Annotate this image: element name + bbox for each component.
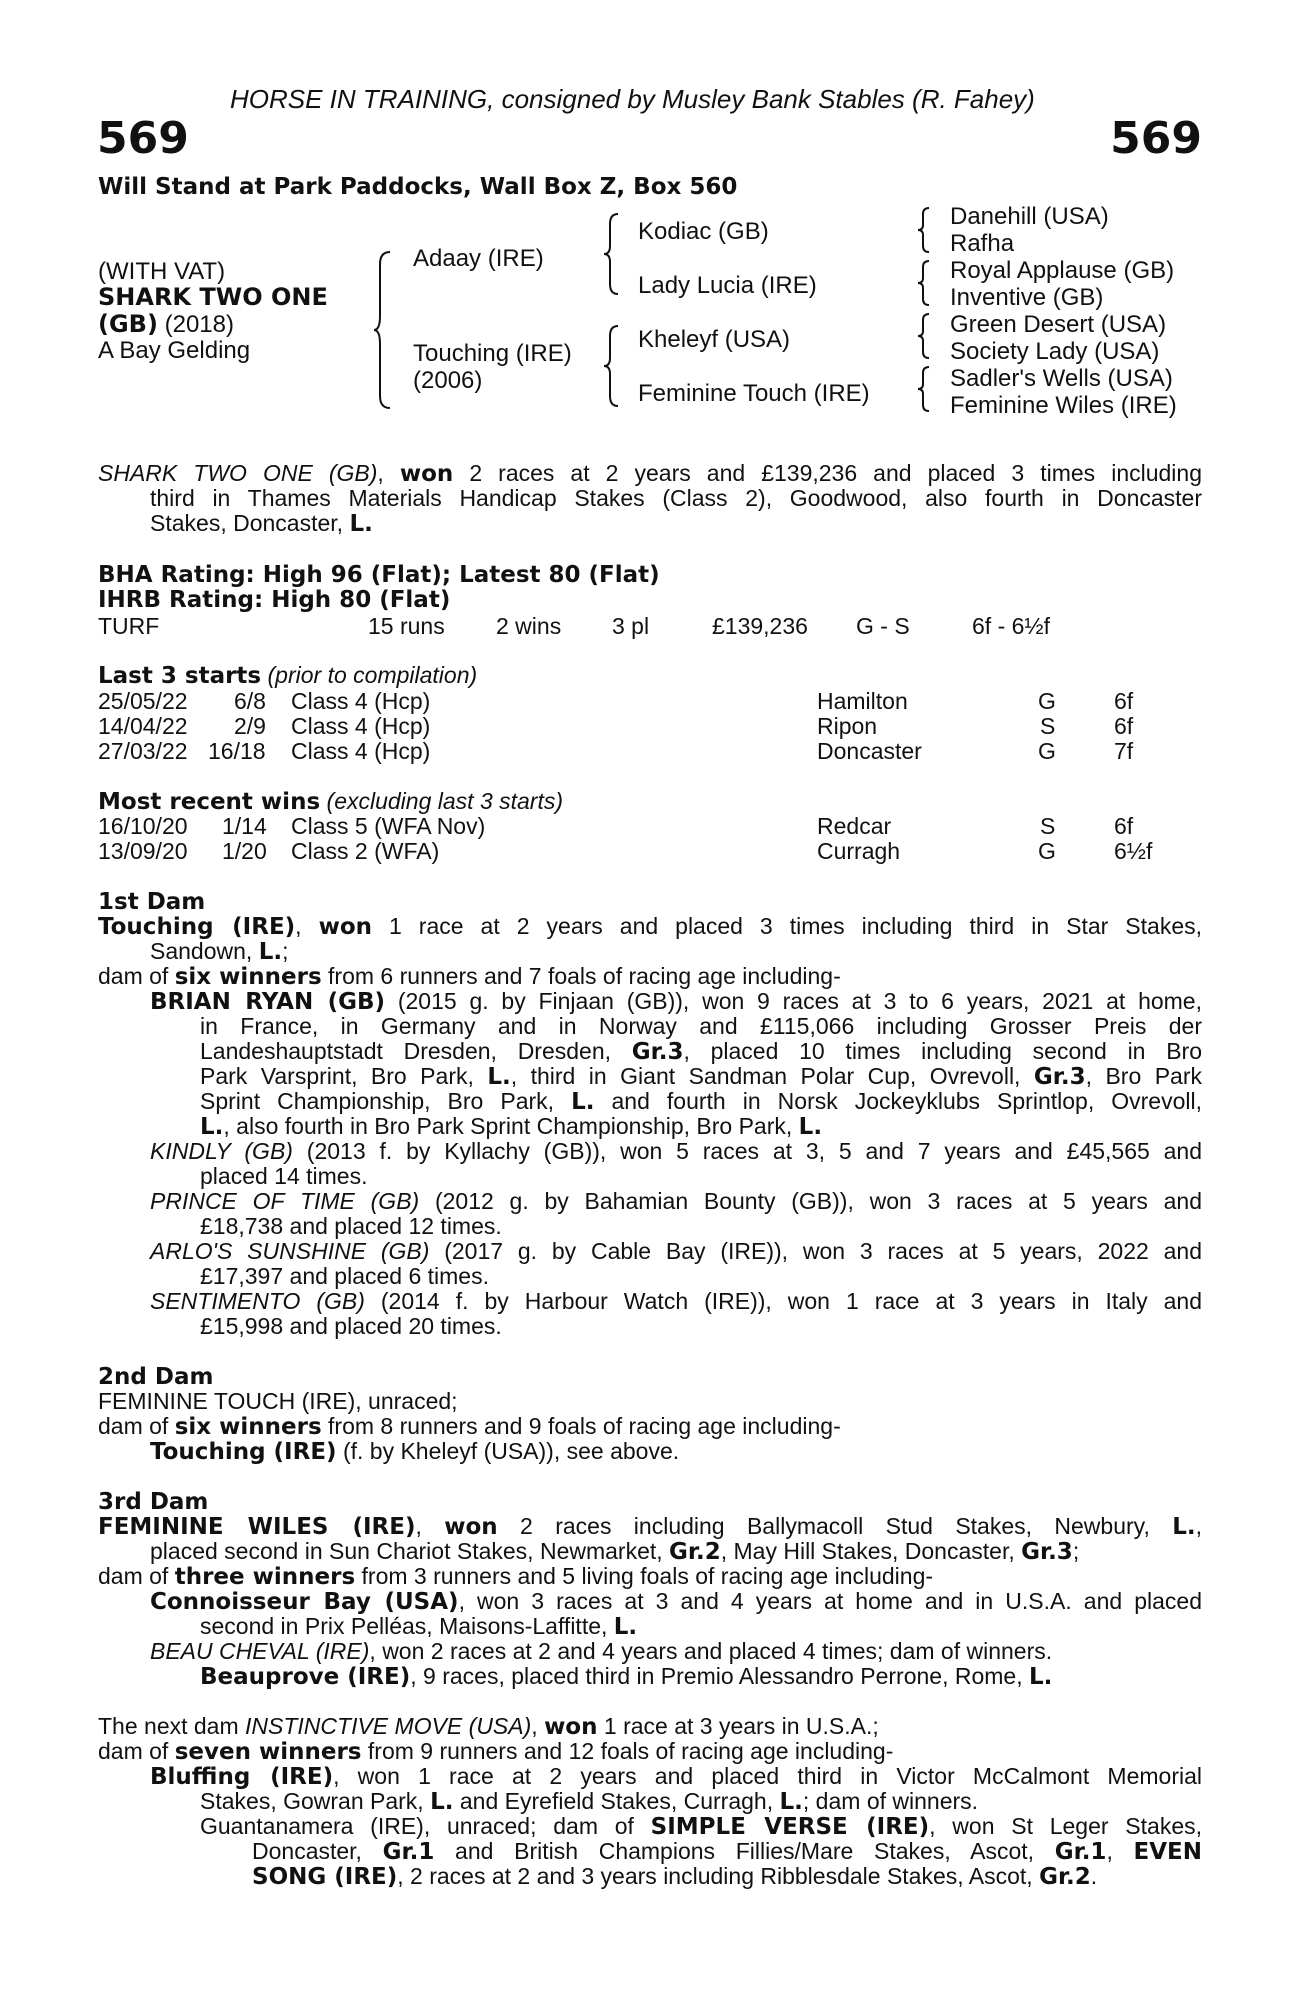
summary-line-2: third in Thames Materials Handicap Stakes (Class 2), Goodwood, also fourth in Doncaster: [150, 485, 1202, 511]
sentimento-line-2: £15,998 and placed 20 times.: [200, 1313, 502, 1339]
sentimento-line-1: SENTIMENTO (GB) (2014 f. by Harbour Watch (IRE)), won 1 race at 3 years in Italy and: [150, 1288, 1203, 1314]
vat-note: (WITH VAT): [98, 258, 226, 285]
last3-distance: 6f: [1114, 713, 1134, 739]
brian-ryan-line-6: L., also fourth in Bro Park Sprint Championship, Bro Park, L.: [200, 1113, 823, 1140]
summary-line-1: SHARK TWO ONE (GB), won 2 races at 2 years and £139,236 and placed 3 times including: [98, 460, 1203, 487]
last3-class: Class 4 (Hcp): [291, 688, 431, 714]
recent-distance: 6½f: [1114, 838, 1153, 864]
recent-date: 16/10/20: [98, 813, 188, 839]
last3-going: G: [1038, 738, 1056, 764]
brian-ryan-line-4: Park Varsprint, Bro Park, L., third in Giant Sandman Polar Cup, Ovrevoll, Gr.3, Bro Park: [200, 1063, 1202, 1090]
turf-runs: 15 runs: [368, 613, 445, 639]
dam3-heading: 3rd Dam: [98, 1489, 209, 1515]
turf-wins: 2 wins: [496, 613, 562, 639]
stand-location: Will Stand at Park Paddocks, Wall Box Z, Box 560: [98, 174, 738, 200]
next-dam-line-2: dam of seven winners from 9 runners and 12 foals of racing age including-: [98, 1738, 894, 1765]
dam3-line-2: placed second in Sun Chariot Stakes, Newmarket, Gr.2, May Hill Stakes, Doncaster, Gr.3;: [150, 1538, 1080, 1565]
pedigree-brace-ss: [916, 206, 932, 254]
dam2-line-1: FEMININE TOUCH (IRE), unraced;: [98, 1388, 458, 1414]
dam1-line-2: Sandown, L.;: [150, 938, 289, 965]
horse-name: SHARK TWO ONE: [98, 283, 328, 311]
last3-date: 27/03/22: [98, 738, 188, 764]
horse-year: (2018): [157, 311, 234, 338]
last3-going: G: [1038, 688, 1056, 714]
guantanamera-line-3: SONG (IRE), 2 races at 2 and 3 years including Ribblesdale Stakes, Ascot, Gr.2.: [252, 1863, 1098, 1890]
recent-course: Curragh: [817, 838, 901, 864]
last3-distance: 7f: [1114, 738, 1134, 764]
pedigree-dsd: Society Lady (USA): [950, 338, 1160, 365]
pedigree-sire-dam: Lady Lucia (IRE): [638, 272, 817, 299]
next-dam-line-1: The next dam INSTINCTIVE MOVE (USA), won 1 race at 3 years in U.S.A.;: [98, 1713, 879, 1740]
brian-ryan-line-3: Landeshauptstadt Dresden, Dresden, Gr.3, placed 10 times including second in Bro: [200, 1038, 1203, 1065]
last3-position: 16/18: [208, 738, 266, 764]
guantanamera-line-2: Doncaster, Gr.1 and British Champions Fillies/Mare Stakes, Ascot, Gr.1, EVEN: [252, 1838, 1203, 1865]
horse-description: A Bay Gelding: [98, 337, 251, 364]
pedigree-brace-main: [372, 250, 394, 410]
summary-line-3: Stakes, Doncaster, L.: [150, 510, 373, 537]
turf-distance: 6f - 6½f: [972, 613, 1050, 639]
brian-ryan-line-5: Sprint Championship, Bro Park, L. and fourth in Norsk Jockeyklubs Sprintlop, Ovrevoll,: [200, 1088, 1202, 1115]
dam2-line-3: Touching (IRE) (f. by Kheleyf (USA)), see above.: [150, 1438, 680, 1465]
pedigree-sdd: Inventive (GB): [950, 284, 1104, 311]
last3-date: 25/05/22: [98, 688, 188, 714]
last3-position: 6/8: [234, 688, 266, 714]
last3-distance: 6f: [1114, 688, 1134, 714]
last3-class: Class 4 (Hcp): [291, 738, 431, 764]
prince-of-time-line-2: £18,738 and placed 12 times.: [200, 1213, 502, 1239]
last3-position: 2/9: [234, 713, 266, 739]
bluffing-line-2: Stakes, Gowran Park, L. and Eyrefield Stakes, Curragh, L.; dam of winners.: [200, 1788, 979, 1815]
last3-course: Doncaster: [817, 738, 922, 764]
dam3-line-1: FEMININE WILES (IRE), won 2 races including Ballymacoll Stud Stakes, Newbury, L.,: [98, 1513, 1202, 1540]
guantanamera-line-1: Guantanamera (IRE), unraced; dam of SIMPLE VERSE (IRE), won St Leger Stakes,: [200, 1813, 1202, 1840]
arlos-sunshine-line-2: £17,397 and placed 6 times.: [200, 1263, 489, 1289]
dam1-line-1: Touching (IRE), won 1 race at 2 years and placed 3 times including third in Star Stakes,: [98, 913, 1203, 940]
dam2-heading: 2nd Dam: [98, 1364, 214, 1390]
arlos-sunshine-line-1: ARLO'S SUNSHINE (GB) (2017 g. by Cable Bay (IRE)), won 3 races at 5 years, 2022 and: [150, 1238, 1202, 1264]
dam1-heading: 1st Dam: [98, 889, 206, 915]
bluffing-line-1: Bluffing (IRE), won 1 race at 2 years and placed third in Victor McCalmont Memorial: [150, 1763, 1202, 1790]
recent-going: S: [1040, 813, 1056, 839]
kindly-line-1: KINDLY (GB) (2013 f. by Kyllachy (GB)), won 5 races at 3, 5 and 7 years and £45,565 and: [150, 1138, 1203, 1164]
dam2-line-2: dam of six winners from 8 runners and 9 foals of racing age including-: [98, 1413, 841, 1440]
recent-distance: 6f: [1114, 813, 1134, 839]
last3-going: S: [1040, 713, 1056, 739]
kindly-line-2: placed 14 times.: [200, 1163, 368, 1189]
last3-course: Ripon: [817, 713, 878, 739]
pedigree-dam-year: (2006): [413, 367, 483, 394]
turf-placed: 3 pl: [612, 613, 650, 639]
pedigree-dam-dam: Feminine Touch (IRE): [638, 380, 870, 407]
brian-ryan-line-2: in France, in Germany and in Norway and £115,066 including Grosser Preis der: [200, 1013, 1202, 1039]
beauprove-line: Beauprove (IRE), 9 races, placed third in Premio Alessandro Perrone, Rome, L.: [200, 1663, 1053, 1690]
pedigree-sss: Danehill (USA): [950, 203, 1109, 230]
dam3-line-3: dam of three winners from 3 runners and 5 living foals of racing age including-: [98, 1563, 934, 1590]
horse-origin: [98, 311, 234, 338]
connoisseur-bay-line-2: second in Prix Pelléas, Maisons-Laffitte, L.: [200, 1613, 638, 1640]
pedigree-ddd: Feminine Wiles (IRE): [950, 392, 1177, 419]
beau-cheval-line: BEAU CHEVAL (IRE), won 2 races at 2 and 4 years and placed 4 times; dam of winners.: [150, 1638, 1053, 1664]
lot-number-left: 569: [97, 113, 189, 164]
last3-course: Hamilton: [817, 688, 908, 714]
connoisseur-bay-line-1: Connoisseur Bay (USA), won 3 races at 3 and 4 years at home and in U.S.A. and placed: [150, 1588, 1202, 1615]
pedigree-sire-sire: Kodiac (GB): [638, 218, 769, 245]
recent-wins-heading: Most recent wins (excluding last 3 starts): [98, 788, 564, 815]
recent-date: 13/09/20: [98, 838, 188, 864]
ihrb-rating: IHRB Rating: High 80 (Flat): [98, 587, 451, 613]
horse-country: (GB): [98, 310, 158, 338]
dam1-line-3: dam of six winners from 6 runners and 7 foals of racing age including-: [98, 963, 841, 990]
turf-label: TURF: [98, 613, 160, 639]
pedigree-brace-sire: [602, 212, 622, 296]
recent-course: Redcar: [817, 813, 892, 839]
bha-rating: BHA Rating: High 96 (Flat); Latest 80 (Flat): [98, 562, 660, 588]
pedigree-dam-sire: Kheleyf (USA): [638, 326, 791, 353]
pedigree-sds: Royal Applause (GB): [950, 257, 1175, 284]
pedigree-brace-dam: [602, 324, 622, 408]
turf-going: G - S: [856, 613, 910, 639]
recent-class: Class 5 (WFA Nov): [291, 813, 486, 839]
pedigree-dss: Green Desert (USA): [950, 311, 1167, 338]
pedigree-sire: Adaay (IRE): [413, 245, 544, 272]
last3-class: Class 4 (Hcp): [291, 713, 431, 739]
prince-of-time-line-1: PRINCE OF TIME (GB) (2012 g. by Bahamian Bounty (GB)), won 3 races at 5 years and: [150, 1188, 1202, 1214]
pedigree-brace-sd: [916, 259, 932, 307]
recent-position: 1/20: [222, 838, 267, 864]
pedigree-dam: Touching (IRE): [413, 340, 572, 367]
recent-position: 1/14: [222, 813, 267, 839]
recent-class: Class 2 (WFA): [291, 838, 440, 864]
turf-earnings: £139,236: [712, 613, 808, 639]
lot-number-right: 569: [1110, 113, 1202, 164]
pedigree-brace-ds: [916, 312, 932, 360]
brian-ryan-line-1: BRIAN RYAN (GB) (2015 g. by Finjaan (GB)), won 9 races at 3 to 6 years, 2021 at home,: [150, 988, 1202, 1015]
pedigree-brace-dd: [916, 365, 932, 413]
pedigree-ssd: Rafha: [950, 230, 1015, 257]
pedigree-dds: Sadler's Wells (USA): [950, 365, 1173, 392]
consignor-line: HORSE IN TRAINING, consigned by Musley Bank Stables (R. Fahey): [230, 84, 1035, 114]
last3-heading: Last 3 starts (prior to compilation): [98, 662, 478, 689]
recent-going: G: [1038, 838, 1056, 864]
last3-date: 14/04/22: [98, 713, 188, 739]
